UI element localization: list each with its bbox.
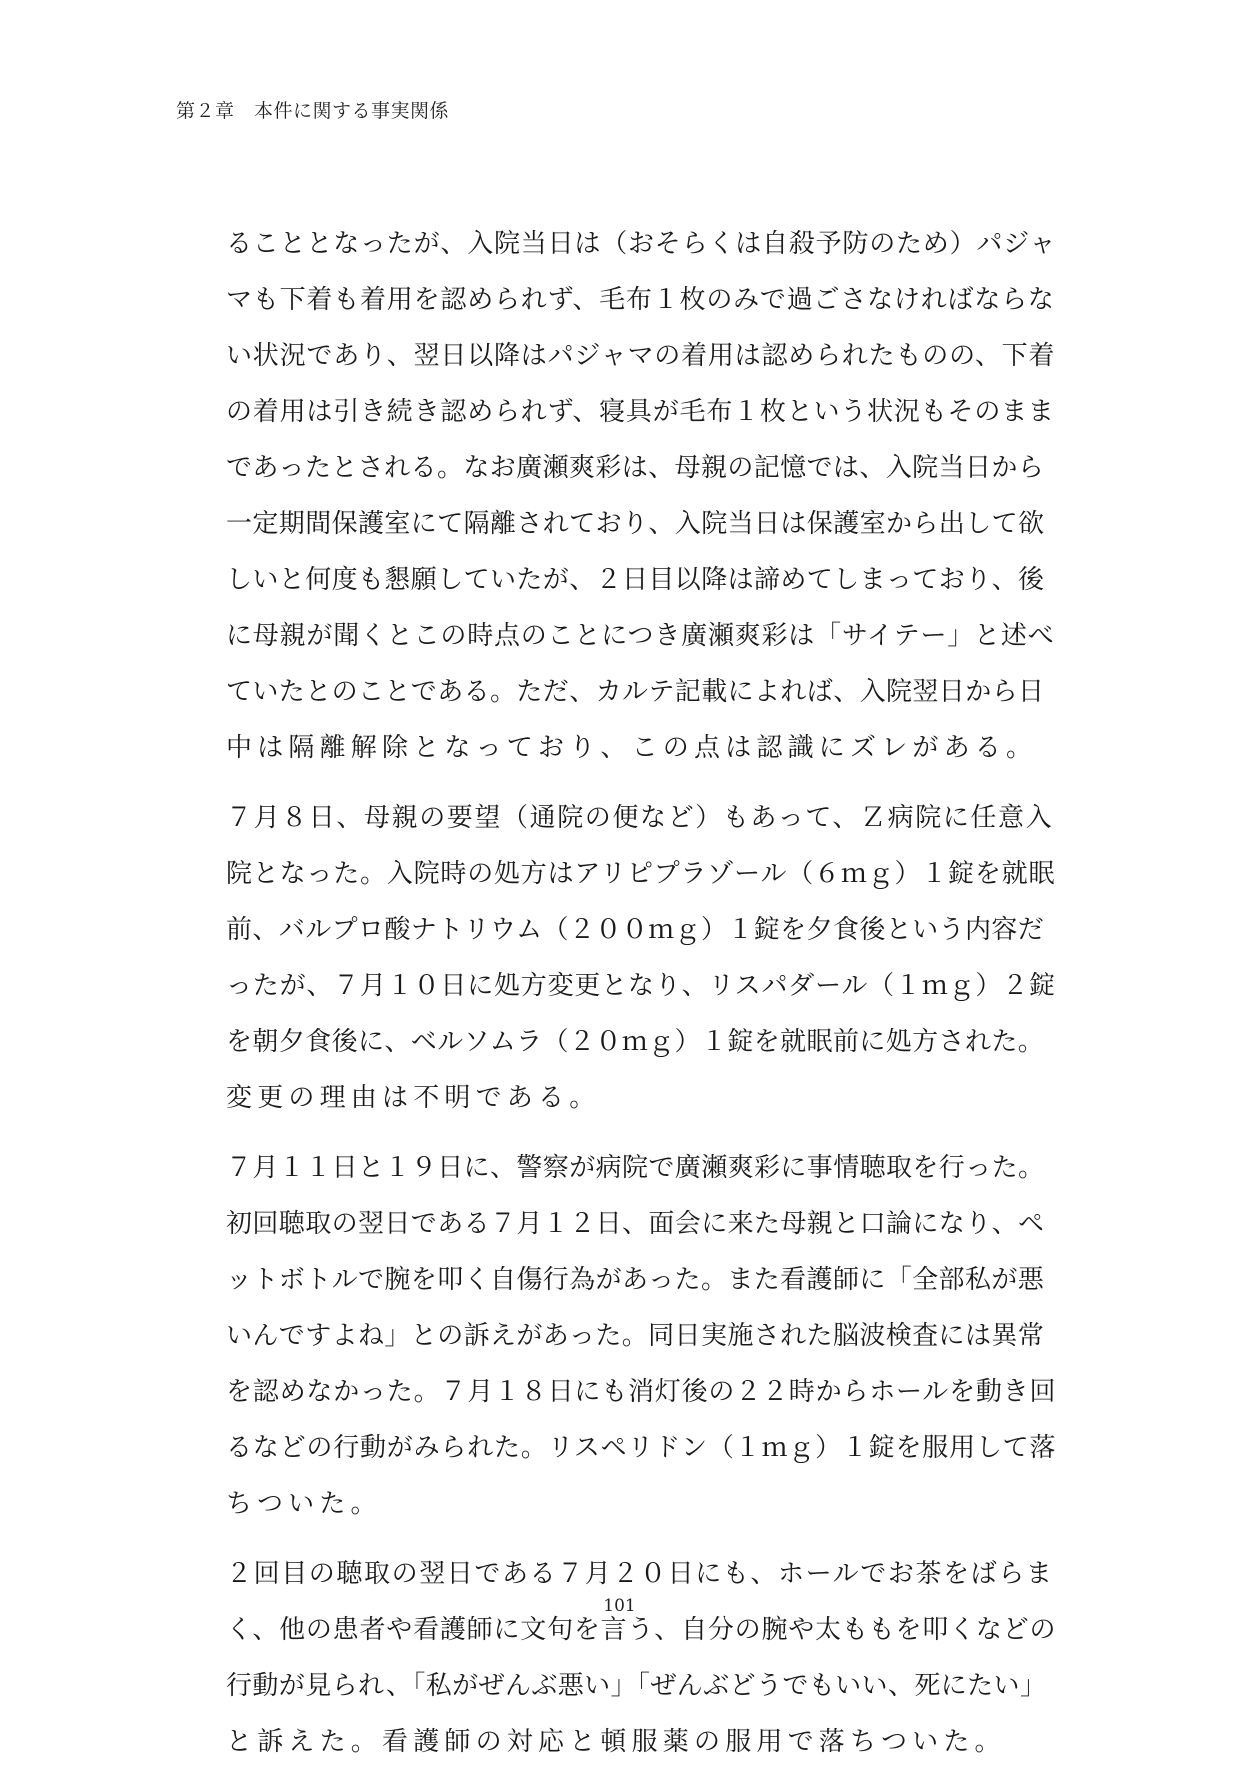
text-line: であったとされる。なお廣瀬爽彩は、母親の記憶では、入院当日から xyxy=(226,453,1045,483)
text-line: 初回聴取の翌日である７月１２日、面会に来た母親と口論になり、ペ xyxy=(226,1209,1045,1239)
text-line: く、他の患者や看護師に文句を言う、自分の腕や太ももを叩くなどの xyxy=(226,1615,1057,1645)
text-line: いんですよね」との訴えがあった。同日実施された脳波検査には異常 xyxy=(226,1321,1045,1351)
paragraph-3 xyxy=(226,1140,1056,1532)
text-line: を認めなかった。７月１８日にも消灯後の２２時からホールを動き回 xyxy=(226,1377,1057,1407)
paragraph-gap xyxy=(226,1126,1056,1140)
text-line: るなどの行動がみられた。リスペリドン（１ｍｇ）１錠を服用して落 xyxy=(226,1433,1057,1463)
text-line: ットボトルで腕を叩く自傷行為があった。また看護師に「全部私が悪 xyxy=(226,1265,1045,1295)
text-line: 院となった。入院時の処方はアリピプラゾール（６ｍｇ）１錠を就眠 xyxy=(226,859,1056,889)
paragraph-gap xyxy=(226,1532,1056,1546)
paragraph-2 xyxy=(226,790,1056,1126)
text-line: ７月１１日と１９日に、警察が病院で廣瀬爽彩に事情聴取を行った。 xyxy=(226,1153,1045,1183)
text-line: ていたとのことである。ただ、カルテ記載によれば、入院翌日から日 xyxy=(226,677,1045,707)
text-line: い状況であり、翌日以降はパジャマの着用は認められたものの、下着 xyxy=(226,341,1056,371)
text-line: ２回目の聴取の翌日である７月２０日にも、ホールでお茶をばらま xyxy=(226,1559,1054,1589)
page-number: 101 xyxy=(603,1596,636,1616)
text-line: 変更の理由は不明である。 xyxy=(226,1083,601,1113)
text-line: ったが、７月１０日に処方変更となり、リスパダール（１ｍｇ）２錠 xyxy=(226,971,1056,1001)
text-line: の着用は引き続き認められず、寝具が毛布１枚という状況もそのまま xyxy=(226,397,1055,427)
text-line: 行動が見られ、「私がぜんぶ悪い」「ぜんぶどうでもいい、死にたい」 xyxy=(226,1671,1047,1701)
text-line: 中は隔離解除となっており、この点は認識にズレがある。 xyxy=(226,733,1038,763)
text-line: と訴えた。看護師の対応と頓服薬の服用で落ちついた。 xyxy=(226,1727,1006,1757)
body-text xyxy=(226,216,1056,1770)
text-line: 前、バルプロ酸ナトリウム（２００ｍｇ）１錠を夕食後という内容だ xyxy=(226,915,1045,945)
text-line: ７月８日、母親の要望（通院の便など）もあって、Ｚ病院に任意入 xyxy=(226,803,1054,833)
text-line: ちついた。 xyxy=(226,1489,382,1519)
text-line: を朝夕食後に、ベルソムラ（２０ｍｇ）１錠を就眠前に処方された。 xyxy=(226,1027,1045,1057)
text-line: 一定期間保護室にて隔離されており、入院当日は保護室から出して欲 xyxy=(226,509,1045,539)
text-line: しいと何度も懇願していたが、２日目以降は諦めてしまっており、後 xyxy=(226,565,1045,595)
text-line: マも下着も着用を認められず、毛布１枚のみで過ごさなければならな xyxy=(226,285,1055,315)
paragraph-gap xyxy=(226,776,1056,790)
paragraph-1 xyxy=(226,216,1056,776)
text-line: ることとなったが、入院当日は（おそらくは自殺予防のため）パジャ xyxy=(226,229,1057,259)
paragraph-4 xyxy=(226,1546,1056,1770)
running-header: 第２章 本件に関する事実関係 xyxy=(176,100,450,122)
text-line: に母親が聞くとこの時点のことにつき廣瀬爽彩は「サイテー」と述べ xyxy=(226,621,1055,651)
